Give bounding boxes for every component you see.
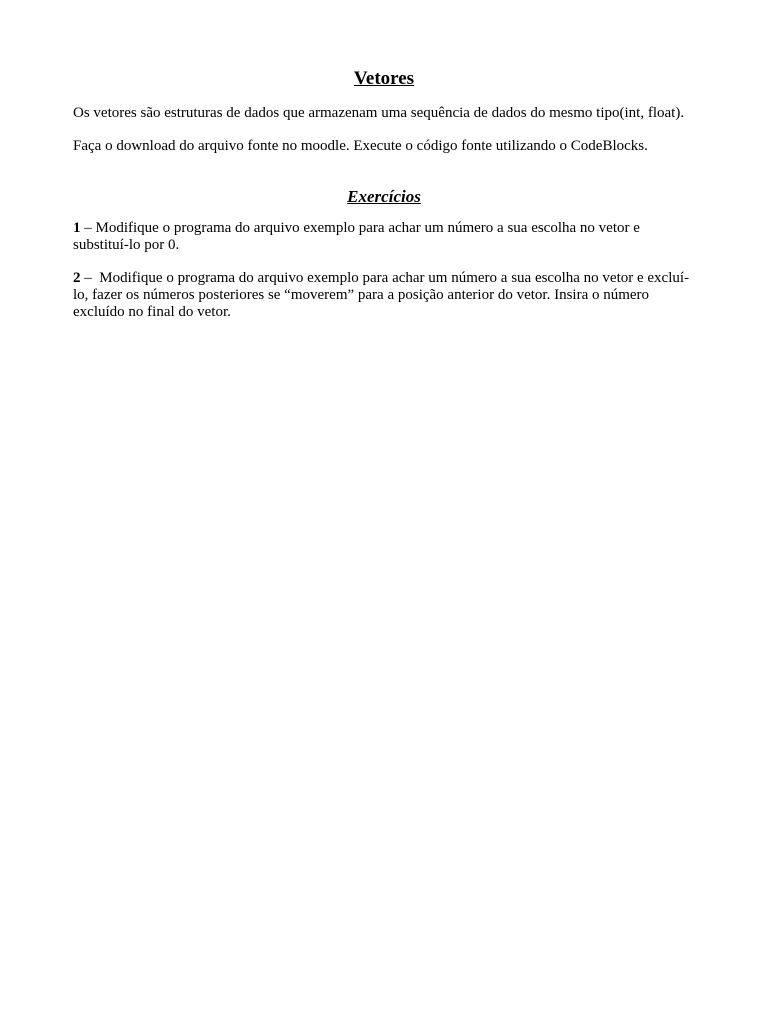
exercise-item-1 (73, 220, 695, 254)
exercises-heading: Exercícios (347, 187, 421, 206)
exercise-separator: – (80, 220, 96, 236)
document-title: Vetores (353, 68, 415, 89)
intro-paragraph: Os vetores são estruturas de dados que armazenam uma sequência de dados do mesmo tipo(int, float). (73, 105, 685, 121)
exercise-number: 1 (73, 220, 81, 236)
exercise-text: Modifique o programa do arquivo exemplo para achar um número a sua escolha no vetor e substituí-lo por 0. (73, 220, 640, 253)
document-content (73, 67, 695, 337)
download-paragraph: Faça o download do arquivo fonte no moodle. Execute o código fonte utilizando o CodeBlocks. (73, 138, 648, 154)
exercise-separator: – (80, 270, 100, 286)
exercise-item-2 (73, 270, 695, 321)
exercise-text: Modifique o programa do arquivo exemplo para achar um número a sua escolha no vetor e excluí-lo, fazer os números posteriores se “moverem” para a posição anterior do vetor. Insira o número excluído no final do vetor. (73, 270, 690, 320)
exercise-number: 2 (73, 270, 81, 286)
